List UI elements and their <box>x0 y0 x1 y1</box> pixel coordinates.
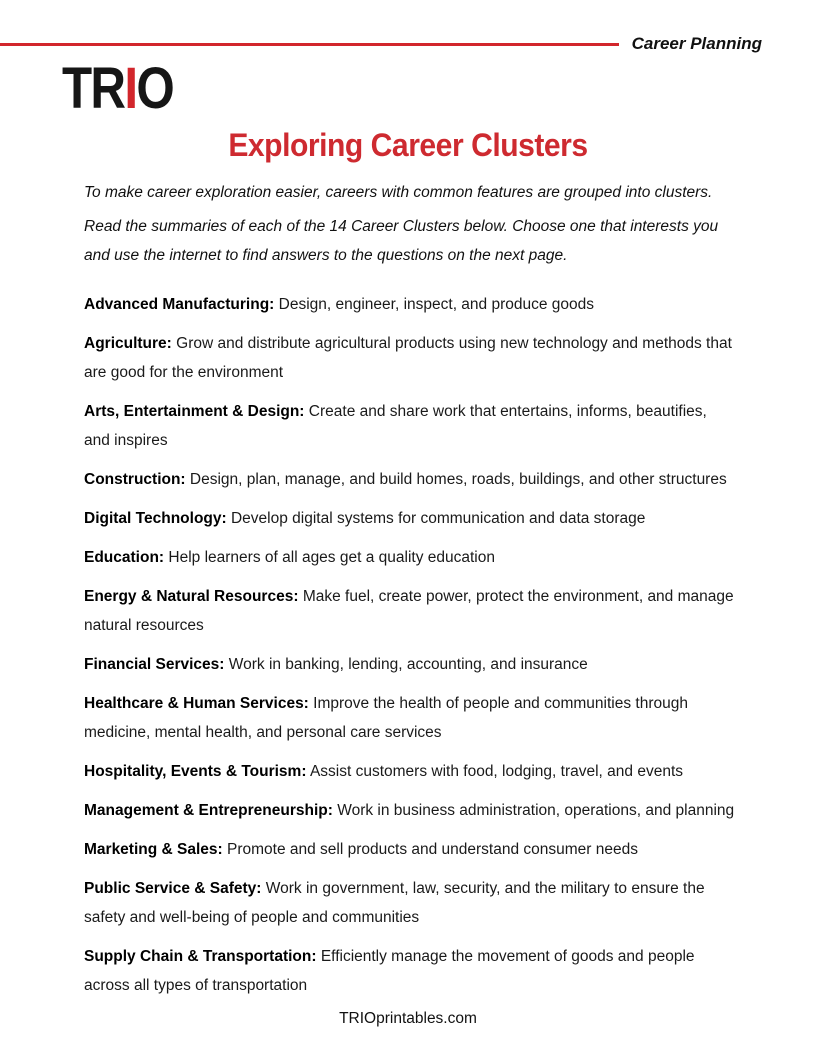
cluster-item <box>84 650 736 679</box>
cluster-description: Grow and distribute agricultural products using new technology and methods that are good for the environment <box>84 335 732 381</box>
logo-part-tr: TR <box>62 56 125 121</box>
header-rule-line <box>0 43 619 46</box>
cluster-item <box>84 757 736 786</box>
cluster-name: Construction: <box>84 471 186 488</box>
cluster-item <box>84 465 736 494</box>
cluster-name: Energy & Natural Resources: <box>84 588 299 605</box>
cluster-description: Efficiently manage the movement of goods and people across all types of transportation <box>84 948 695 994</box>
cluster-description: Assist customers with food, lodging, travel, and events <box>309 763 683 780</box>
cluster-item <box>84 942 736 1000</box>
cluster-item <box>84 397 736 455</box>
cluster-item <box>84 543 736 572</box>
cluster-name: Education: <box>84 549 165 566</box>
cluster-description: Make fuel, create power, protect the environment, and manage natural resources <box>84 588 734 634</box>
logo-part-i: I <box>124 56 137 121</box>
cluster-item <box>84 689 736 747</box>
trio-logo <box>62 56 173 121</box>
cluster-description: Work in business administration, operations, and planning <box>337 802 735 819</box>
cluster-name: Hospitality, Events & Tourism: <box>84 763 307 780</box>
cluster-name: Supply Chain & Transportation: <box>84 948 317 965</box>
cluster-name: Marketing & Sales: <box>84 841 223 858</box>
cluster-description: Work in government, law, security, and the military to ensure the safety and well-being of people and communities <box>84 880 705 926</box>
intro-paragraph-1: To make career exploration easier, careers with common features are grouped into clusters. <box>84 184 713 201</box>
cluster-description: Promote and sell products and understand consumer needs <box>227 841 638 858</box>
page-content <box>84 178 736 1010</box>
cluster-description: Improve the health of people and communities through medicine, mental health, and personal care services <box>84 695 688 741</box>
cluster-item <box>84 504 736 533</box>
intro-paragraph-2: Read the summaries of each of the 14 Career Clusters below. Choose one that interests you and use the internet to find answers to the questions on the next page. <box>84 218 719 264</box>
cluster-name: Advanced Manufacturing: <box>84 296 275 313</box>
cluster-description: Create and share work that entertains, informs, beautifies, and inspires <box>84 403 707 449</box>
cluster-description: Design, engineer, inspect, and produce goods <box>278 296 595 313</box>
footer-url: TRIOprintables.com <box>339 1010 477 1027</box>
cluster-item <box>84 874 736 932</box>
cluster-name: Management & Entrepreneurship: <box>84 802 333 819</box>
page-title: Exploring Career Clusters <box>228 127 588 163</box>
logo-part-o: O <box>136 56 173 121</box>
cluster-item <box>84 582 736 640</box>
cluster-item <box>84 329 736 387</box>
cluster-description: Develop digital systems for communication and data storage <box>230 510 646 527</box>
cluster-name: Public Service & Safety: <box>84 880 262 897</box>
cluster-name: Arts, Entertainment & Design: <box>84 403 305 420</box>
cluster-description: Help learners of all ages get a quality education <box>168 549 495 566</box>
cluster-name: Financial Services: <box>84 656 225 673</box>
cluster-name: Agriculture: <box>84 335 172 352</box>
cluster-name: Digital Technology: <box>84 510 227 527</box>
header-category-label: Career Planning <box>631 34 762 53</box>
cluster-description: Design, plan, manage, and build homes, roads, buildings, and other structures <box>189 471 727 488</box>
cluster-name: Healthcare & Human Services: <box>84 695 309 712</box>
cluster-item <box>84 796 736 825</box>
cluster-item <box>84 290 736 319</box>
intro-section <box>84 178 736 270</box>
page-header <box>0 33 762 55</box>
cluster-item <box>84 835 736 864</box>
cluster-list <box>84 290 736 1000</box>
cluster-description: Work in banking, lending, accounting, and insurance <box>228 656 588 673</box>
